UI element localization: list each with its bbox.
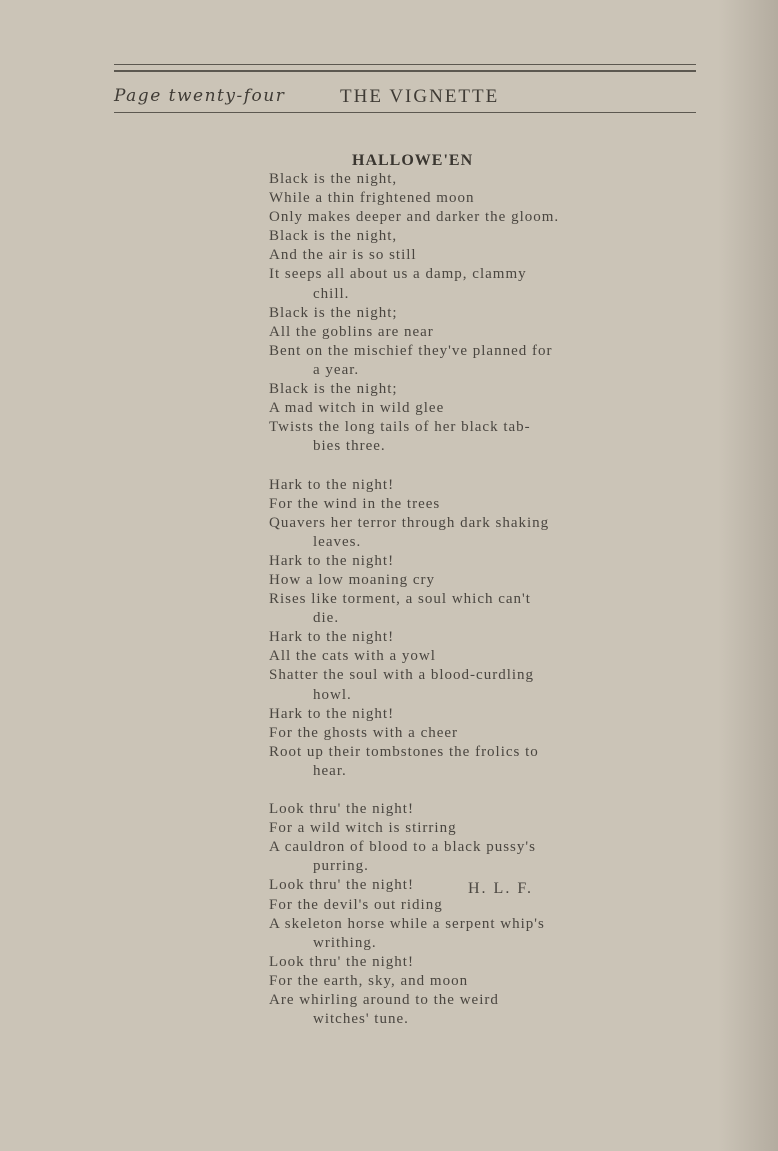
poem-line: For the earth, sky, and moon	[269, 972, 469, 989]
poem-line: Black is the night;	[269, 304, 398, 321]
poem-line-continuation: bies three.	[313, 438, 386, 455]
poem-line: For a wild witch is stirring	[269, 820, 457, 837]
header-rule-top-thick	[114, 70, 696, 72]
stanza-break	[269, 781, 569, 800]
poem-line: Only makes deeper and darker the gloom.	[269, 209, 560, 226]
poem-line: For the wind in the trees	[269, 495, 441, 512]
poem-line: Bent on the mischief they've planned for	[269, 342, 553, 359]
poem-line-continuation: witches' tune.	[313, 1011, 409, 1028]
poem-line-continuation: leaves.	[313, 533, 362, 550]
poem-line: Hark to the night!	[269, 705, 395, 722]
poem-line: Rises like torment, a soul which can't	[269, 591, 531, 608]
poem-line: Black is the night,	[269, 228, 398, 245]
poem-line: Hark to the night!	[269, 476, 395, 493]
header-rule-top	[114, 64, 696, 65]
stanza-break	[269, 456, 569, 475]
poem-line: Hark to the night!	[269, 552, 395, 569]
poem-line: Root up their tombstones the frolics to	[269, 743, 539, 760]
poem-title: HALLOWE'EN	[352, 152, 474, 169]
poem-line: All the cats with a yowl	[269, 648, 436, 665]
poem-line-continuation: writhing.	[313, 934, 377, 951]
page-edge-shadow	[718, 0, 778, 1151]
poem-line-continuation: hear.	[313, 762, 347, 779]
poem-line: Shatter the soul with a blood-curdling	[269, 667, 535, 684]
header-rule-bottom	[114, 112, 696, 113]
poem-line: How a low moaning cry	[269, 571, 435, 588]
poem-line-continuation: purring.	[313, 858, 369, 875]
poem-line: For the devil's out riding	[269, 896, 443, 913]
poem-line: Look thru' the night!	[269, 953, 414, 970]
poem-line: Black is the night,	[269, 171, 398, 187]
poem-line: And the air is so still	[269, 247, 417, 264]
poem-line: A mad witch in wild glee	[269, 400, 445, 417]
author-signature: H. L. F.	[468, 880, 533, 897]
poem-body	[269, 170, 569, 1029]
poem-line-continuation: chill.	[313, 285, 350, 302]
poem-line: While a thin frightened moon	[269, 190, 475, 207]
poem-line: Twists the long tails of her black tab-	[269, 419, 531, 436]
poem-line: Look thru' the night!	[269, 801, 414, 818]
poem-line: A cauldron of blood to a black pussy's	[269, 839, 536, 856]
publication-title: THE VIGNETTE	[340, 86, 500, 107]
poem-line: All the goblins are near	[269, 323, 434, 340]
poem-line: Are whirling around to the weird	[269, 992, 499, 1009]
page-number-label: Page twenty-four	[114, 86, 286, 106]
poem-line: For the ghosts with a cheer	[269, 724, 459, 741]
poem-line-continuation: die.	[313, 610, 340, 627]
poem-line: A skeleton horse while a serpent whip's	[269, 915, 545, 932]
poem-line: It seeps all about us a damp, clammy	[269, 266, 527, 283]
poem-line-continuation: howl.	[313, 686, 352, 703]
poem-line: Hark to the night!	[269, 629, 395, 646]
poem-line: Quavers her terror through dark shaking	[269, 514, 550, 531]
poem-line: Black is the night;	[269, 381, 398, 398]
poem-line: Look thru' the night!	[269, 877, 414, 894]
poem-line-continuation: a year.	[313, 361, 360, 378]
